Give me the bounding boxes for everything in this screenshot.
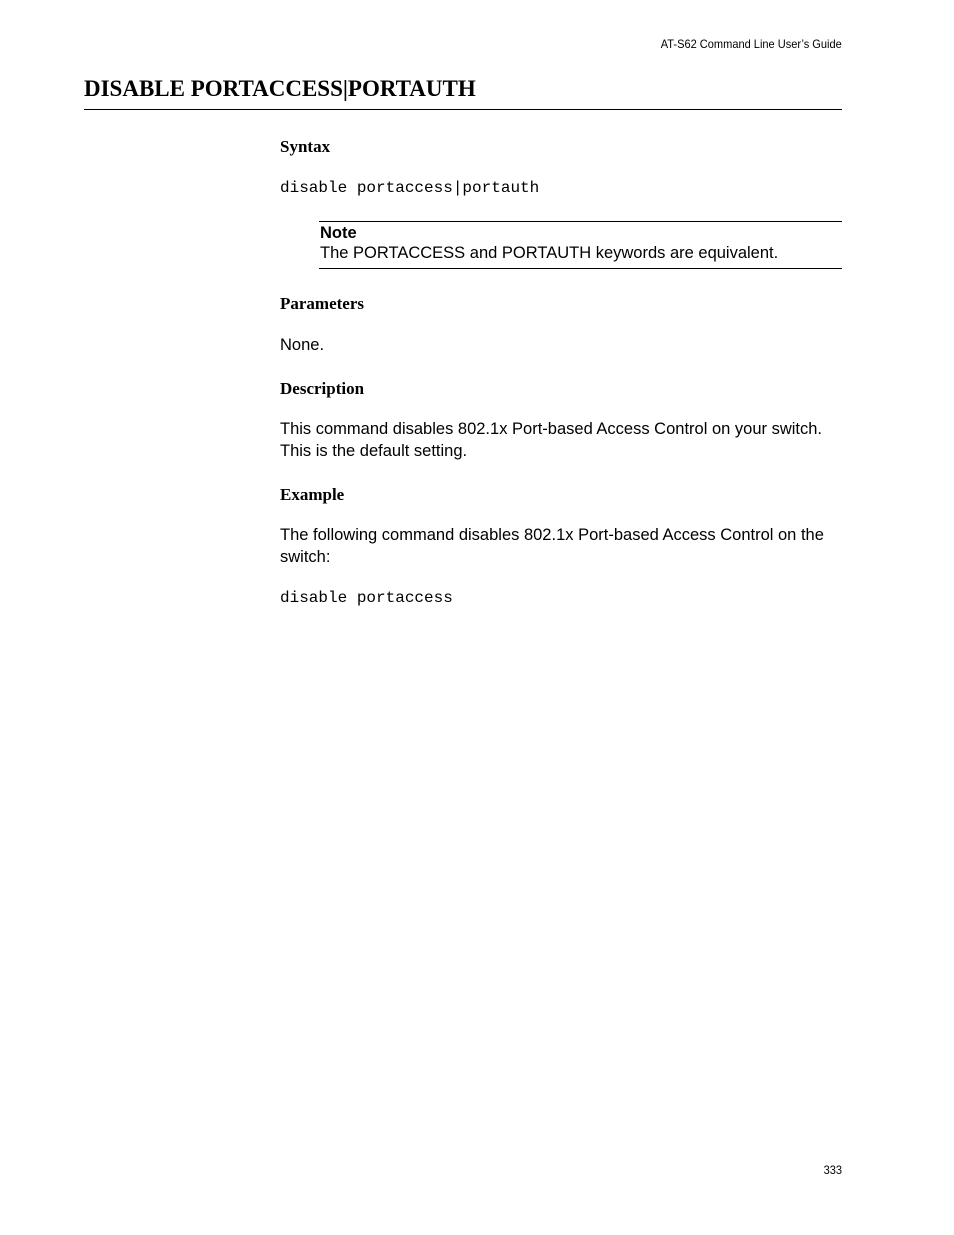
note-label: Note	[320, 224, 357, 242]
running-header: AT-S62 Command Line User’s Guide	[660, 37, 842, 51]
note-text: The PORTACCESS and PORTAUTH keywords are equivalent.	[320, 244, 779, 262]
example-text: The following command disables 802.1x Port-based Access Control on the switch:	[280, 526, 824, 566]
parameters-heading: Parameters	[280, 294, 365, 313]
title-rule	[84, 109, 842, 110]
example-command: disable portaccess	[280, 589, 453, 607]
description-heading: Description	[280, 379, 365, 398]
parameters-text: None.	[280, 336, 325, 354]
page-title: DISABLE PORTACCESS|PORTAUTH	[84, 76, 476, 101]
syntax-command: disable portaccess|portauth	[280, 179, 540, 197]
syntax-heading: Syntax	[280, 137, 331, 156]
description-text: This command disables 802.1x Port-based Access Control on your switch. This is the default setting.	[280, 420, 823, 460]
note-box	[319, 221, 842, 269]
page-number: 333	[823, 1163, 842, 1177]
example-heading: Example	[280, 485, 345, 504]
